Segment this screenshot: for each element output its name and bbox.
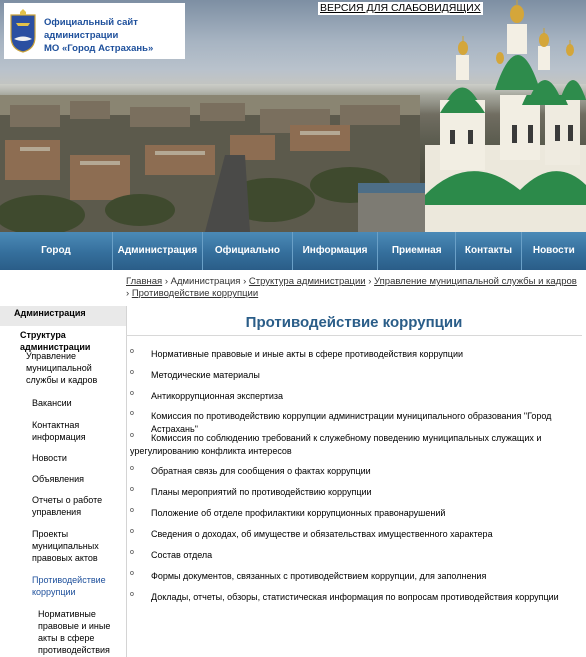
nav-contacts[interactable]: Контакты bbox=[456, 232, 521, 270]
sidebar-item-anticorruption[interactable]: Противодействие коррупции bbox=[32, 575, 106, 597]
breadcrumb-anticorruption[interactable]: Противодействие коррупции bbox=[131, 288, 259, 299]
cathedral-domes-image bbox=[430, 0, 586, 100]
header-banner bbox=[0, 0, 586, 232]
list-bullet: о bbox=[130, 432, 134, 439]
list-bullet: о bbox=[130, 528, 134, 535]
list-item-link[interactable]: Комиссия по соблюдению требований к служебному поведению муниципальных служащих и урегулированию конфликта интересов bbox=[130, 433, 542, 456]
list-bullet: о bbox=[130, 486, 134, 493]
list-bullet: о bbox=[130, 591, 134, 598]
list-item-link[interactable]: Положение об отделе профилактики коррупционных правонарушений bbox=[151, 508, 446, 518]
breadcrumb-separator: › bbox=[164, 276, 168, 287]
breadcrumb-home[interactable]: Главная bbox=[126, 276, 163, 287]
breadcrumb-structure[interactable]: Структура администрации bbox=[248, 276, 366, 287]
sidebar bbox=[0, 306, 127, 657]
sidebar-head[interactable]: Администрация bbox=[0, 306, 126, 326]
list-item-link[interactable]: Комиссия по противодействию коррупции администрации муниципального образования "Город Астрахань" bbox=[151, 411, 552, 434]
site-logo[interactable] bbox=[4, 3, 185, 59]
breadcrumb-separator: › bbox=[243, 276, 247, 287]
breadcrumb-hr-department[interactable]: Управление муниципальной службы и кадров bbox=[374, 276, 577, 287]
site-title-line2: МО «Город Астрахань» bbox=[44, 43, 154, 54]
list-bullet: о bbox=[130, 369, 134, 376]
list-bullet: о bbox=[130, 410, 134, 417]
sidebar-item-reports[interactable]: Отчеты о работе управления bbox=[32, 495, 103, 517]
list-item-link[interactable]: Методические материалы bbox=[151, 370, 260, 380]
list-bullet: о bbox=[130, 507, 134, 514]
breadcrumb-separator: › bbox=[126, 288, 130, 299]
site-title-line1: Официальный сайт администрации bbox=[44, 17, 138, 41]
main-nav bbox=[0, 232, 586, 270]
nav-information[interactable]: Информация bbox=[293, 232, 378, 270]
sidebar-item-structure[interactable]: Структура администрации bbox=[20, 330, 91, 352]
breadcrumb bbox=[126, 276, 581, 300]
list-item-link[interactable]: Формы документов, связанных с противодействием коррупции, для заполнения bbox=[151, 571, 487, 581]
coat-of-arms-icon bbox=[10, 9, 36, 53]
list-bullet: о bbox=[130, 570, 134, 577]
sidebar-item-announcements[interactable]: Объявления bbox=[32, 474, 85, 484]
list-bullet: о bbox=[130, 390, 134, 397]
nav-administration[interactable]: Администрация bbox=[113, 232, 203, 270]
list-bullet: о bbox=[130, 348, 134, 355]
sidebar-item-vacancies[interactable]: Вакансии bbox=[32, 398, 72, 408]
list-item-link[interactable]: Состав отдела bbox=[151, 550, 213, 560]
list-item-link[interactable]: Доклады, отчеты, обзоры, статистическая информация по вопросам противодействия коррупции bbox=[151, 592, 559, 602]
breadcrumb-administration: Администрация bbox=[170, 276, 241, 287]
list-item-link[interactable]: Планы мероприятий по противодействию коррупции bbox=[151, 487, 372, 497]
list-item-link[interactable]: Нормативные правовые и иные акты в сфере противодействия коррупции bbox=[151, 349, 463, 359]
sidebar-item-news[interactable]: Новости bbox=[32, 453, 67, 463]
list-item-link[interactable]: Обратная связь для сообщения о фактах коррупции bbox=[151, 466, 371, 476]
nav-city[interactable]: Город bbox=[0, 232, 113, 270]
breadcrumb-separator: › bbox=[368, 276, 372, 287]
nav-reception[interactable]: Приемная bbox=[378, 232, 456, 270]
title-divider bbox=[126, 335, 582, 336]
sidebar-item-draft-acts[interactable]: Проекты муниципальных правовых актов bbox=[32, 529, 99, 563]
list-bullet: о bbox=[130, 465, 134, 472]
sidebar-item-normative-acts[interactable]: Нормативные правовые и иные акты в сфере противодействия bbox=[38, 609, 111, 655]
nav-news[interactable]: Новости bbox=[532, 245, 575, 256]
list-bullet: о bbox=[130, 549, 134, 556]
page-title: Противодействие коррупции bbox=[245, 314, 463, 331]
list-item-link[interactable]: Сведения о доходах, об имуществе и обязательствах имущественного характера bbox=[151, 529, 493, 539]
low-vision-version-link[interactable]: ВЕРСИЯ ДЛЯ СЛАБОВИДЯЩИХ bbox=[320, 2, 481, 14]
list-item-link[interactable]: Антикоррупционная экспертиза bbox=[151, 391, 284, 401]
sidebar-item-hr-department[interactable]: Управление муниципальной службы и кадров bbox=[26, 351, 98, 385]
city-panorama-image bbox=[0, 95, 586, 232]
sidebar-item-contacts[interactable]: Контактная информация bbox=[32, 420, 86, 442]
nav-official[interactable]: Официально bbox=[203, 232, 293, 270]
site-title bbox=[44, 16, 185, 55]
